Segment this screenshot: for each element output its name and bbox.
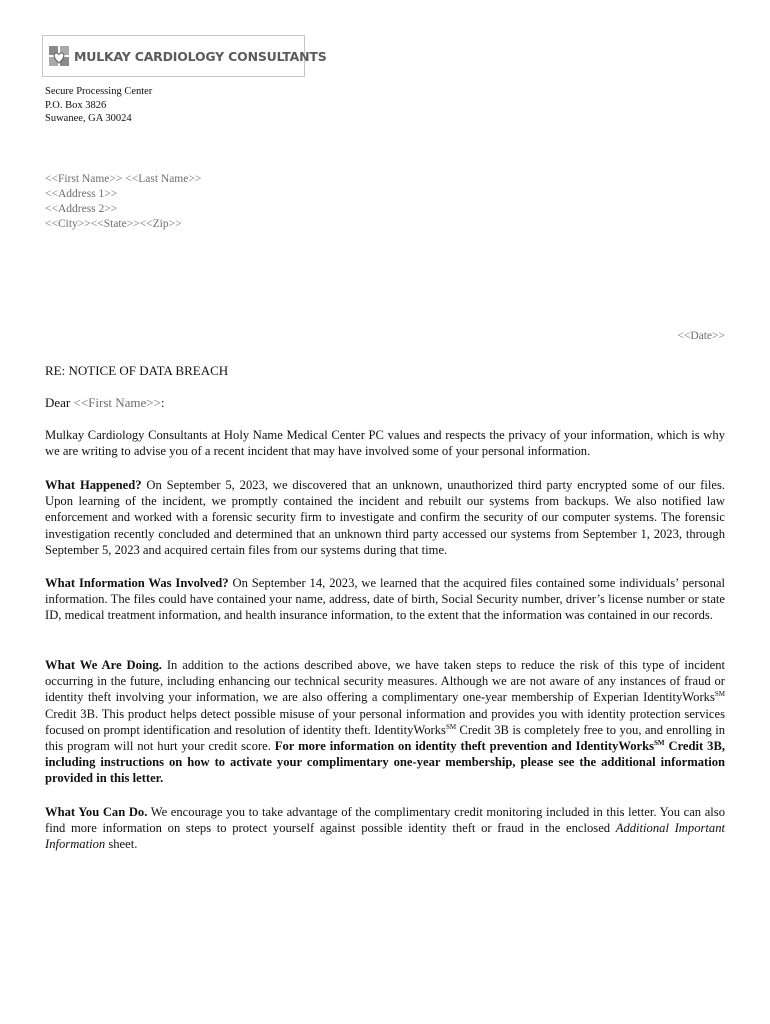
logo-text: MULKAY CARDIOLOGY CONSULTANTS	[74, 48, 327, 64]
recipient-name: <<First Name>> <<Last Name>>	[45, 173, 202, 185]
what-you-can-do-paragraph	[45, 804, 725, 853]
what-happened-paragraph	[45, 477, 725, 558]
salutation-name: <<First Name>>	[73, 395, 161, 410]
what-information-heading: What Information Was Involved?	[45, 576, 229, 590]
sender-line: P.O. Box 3826	[45, 99, 107, 111]
heart-mark-icon	[48, 45, 70, 67]
what-doing-bold-1: For more information on identity theft prevention and IdentityWorks	[274, 739, 655, 754]
letter-date: <<Date>>	[677, 330, 725, 342]
what-happened-text: On September 5, 2023, we discovered that an unknown, unauthorized third party encrypted some of our files. Upon learning of the incident, we promptly contained the incident and rebuilt our systems from backups. We also notified law enforcement and worked with a forensic security firm to investigate and confirm the security of our computer systems. The forensic investigation recently concluded and determined that an unknown third party accessed our systems from September 1, 2023, through September 5, 2023 and acquired certain files from our systems during that time.	[45, 478, 726, 557]
what-doing-text-2: Credit 3B. This product helps detect possible misuse of your personal information and provides you with identity protection services focused on prompt identification and resolution of identity theft. IdentityWorks	[45, 706, 725, 737]
service-mark: SM	[445, 722, 457, 731]
sender-address	[45, 85, 152, 126]
salutation-prefix: Dear	[45, 395, 74, 410]
what-doing-text-3: Credit 3B is completely free to you, and enrolling in this program will not hurt your credit score.	[45, 722, 725, 754]
recipient-address-2: <<Address 2>>	[45, 203, 118, 215]
what-doing-text-1: In addition to the actions described above, we have taken steps to reduce the risk of this type of incident occurring in the future, including enhancing our technical security measures. Although we are not aware of any instances of fraud or identity theft involving your information, we are also offering a complimentary one-year membership of Experian IdentityWorks	[45, 658, 725, 705]
what-information-paragraph	[45, 575, 725, 624]
intro-paragraph: Mulkay Cardiology Consultants at Holy Name Medical Center PC values and respects the privacy of your information, which is why we are writing to advise you of a recent incident that may have involved some of your personal information.	[45, 428, 725, 459]
sender-line: Suwanee, GA 30024	[45, 113, 132, 124]
what-information-text: On September 14, 2023, we learned that the acquired files contained some individuals’ personal information. The files could have contained your name, address, date of birth, Social Security number, driver’s license number or state ID, medical treatment information, and health insurance information, to the extent that the information was contained in our records.	[45, 576, 725, 623]
what-doing-heading: What We Are Doing.	[45, 658, 162, 672]
recipient-address-1: <<Address 1>>	[45, 188, 118, 200]
what-you-can-do-text-2: sheet.	[105, 837, 138, 852]
sender-line: Secure Processing Center	[45, 86, 153, 97]
what-you-can-do-text-1: We encourage you to take advantage of the complimentary credit monitoring included in this letter. You can also find more information on steps to protect yourself against possible identity theft or fraud in the enclosed	[45, 805, 725, 836]
what-you-can-do-heading: What You Can Do.	[45, 805, 148, 819]
salutation	[45, 395, 165, 411]
additional-info-title: Additional Important Information	[45, 821, 725, 852]
what-doing-bold-2: Credit 3B, including instructions on how to activate your complimentary one-year membership, please see the additional information provided in this letter.	[45, 739, 725, 786]
re-line: RE: NOTICE OF DATA BREACH	[45, 363, 229, 378]
service-mark: SM	[714, 690, 725, 699]
service-mark: SM	[654, 739, 665, 748]
recipient-address	[45, 172, 201, 232]
recipient-city-state-zip: <<City>><<State>><<Zip>>	[45, 218, 182, 230]
what-happened-heading: What Happened?	[45, 478, 142, 492]
salutation-suffix: :	[160, 395, 165, 410]
company-logo	[42, 35, 327, 77]
what-doing-paragraph	[45, 657, 725, 787]
